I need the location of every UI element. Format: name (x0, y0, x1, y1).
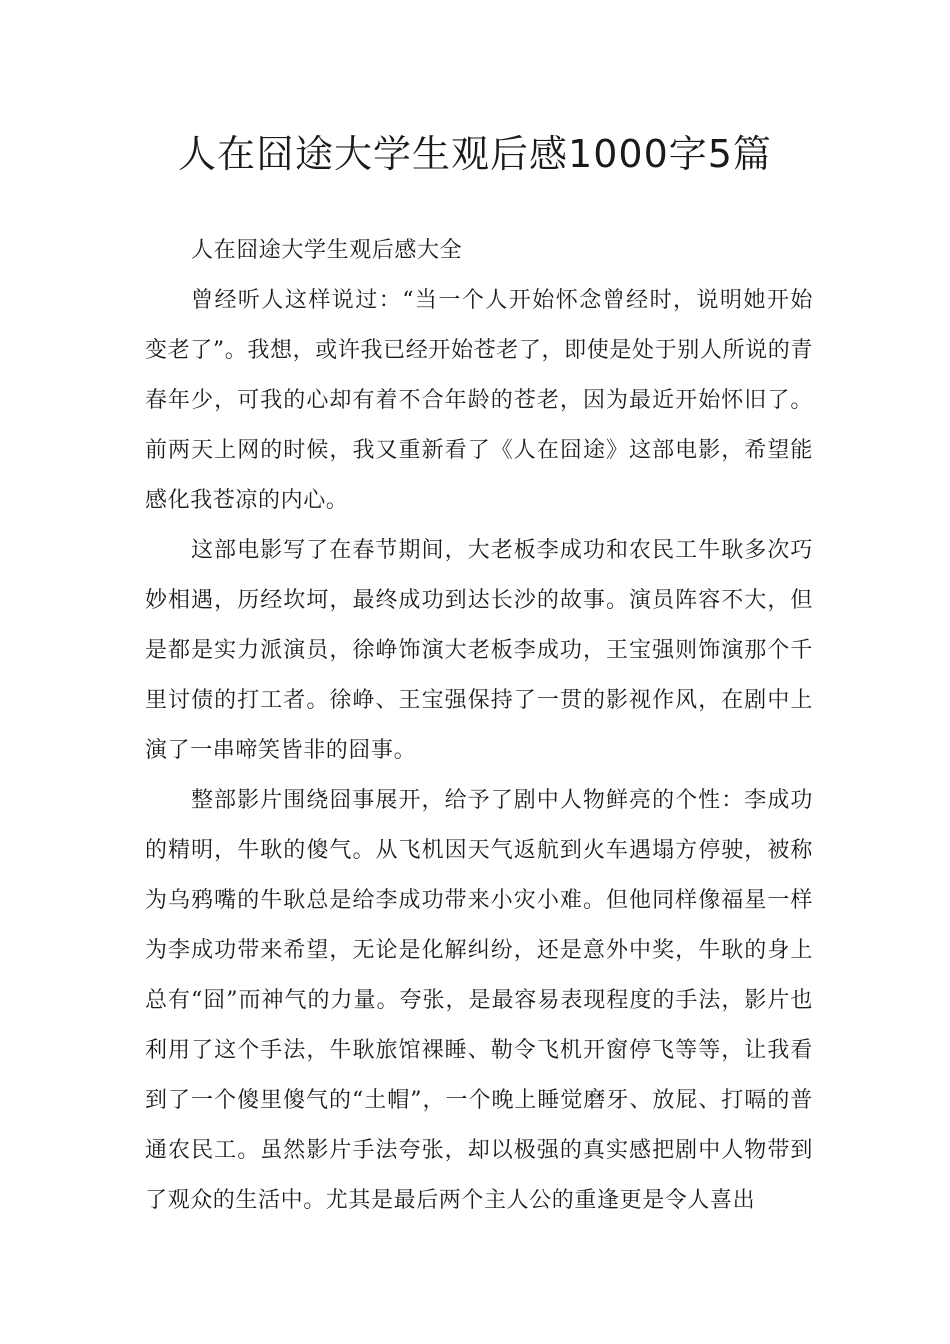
body-paragraph: 曾经听人这样说过：“当一个人开始怀念曾经时，说明她开始变老了”。我想，或许我已经开始苍老了，即使是处于别人所说的青春年少，可我的心却有着不合年龄的苍老，因为最近开始怀旧了。前两天上网的时候，我又重新看了《人在囧途》这部电影，希望能感化我苍凉的内心。 (145, 288, 813, 513)
document-title: 人在囧途大学生观后感1000字5篇 (178, 132, 772, 176)
document-body (145, 226, 813, 1226)
body-paragraph: 这部电影写了在春节期间，大老板李成功和农民工牛耿多次巧妙相遇，历经坎坷，最终成功到达长沙的故事。演员阵容不大，但是都是实力派演员，徐峥饰演大老板李成功，王宝强则饰演那个千里讨债的打工者。徐峥、王宝强保持了一贯的影视作风，在剧中上演了一串啼笑皆非的囧事。 (145, 538, 813, 763)
subtitle-paragraph: 人在囧途大学生观后感大全 (191, 238, 463, 263)
body-paragraph: 整部影片围绕囧事展开，给予了剧中人物鲜亮的个性：李成功的精明，牛耿的傻气。从飞机因天气返航到火车遇塌方停驶，被称为乌鸦嘴的牛耿总是给李成功带来小灾小难。但他同样像福星一样为李成功带来希望，无论是化解纠纷，还是意外中奖，牛耿的身上总有“囧”而神气的力量。夸张，是最容易表现程度的手法，影片也利用了这个手法，牛耿旅馆裸睡、勒令飞机开窗停飞等等，让我看到了一个傻里傻气的“土帽”，一个晚上睡觉磨牙、放屁、打嗝的普通农民工。虽然影片手法夸张，却以极强的真实感把剧中人物带到了观众的生活中。尤其是最后两个主人公的重逢更是令人喜出 (145, 788, 813, 1213)
